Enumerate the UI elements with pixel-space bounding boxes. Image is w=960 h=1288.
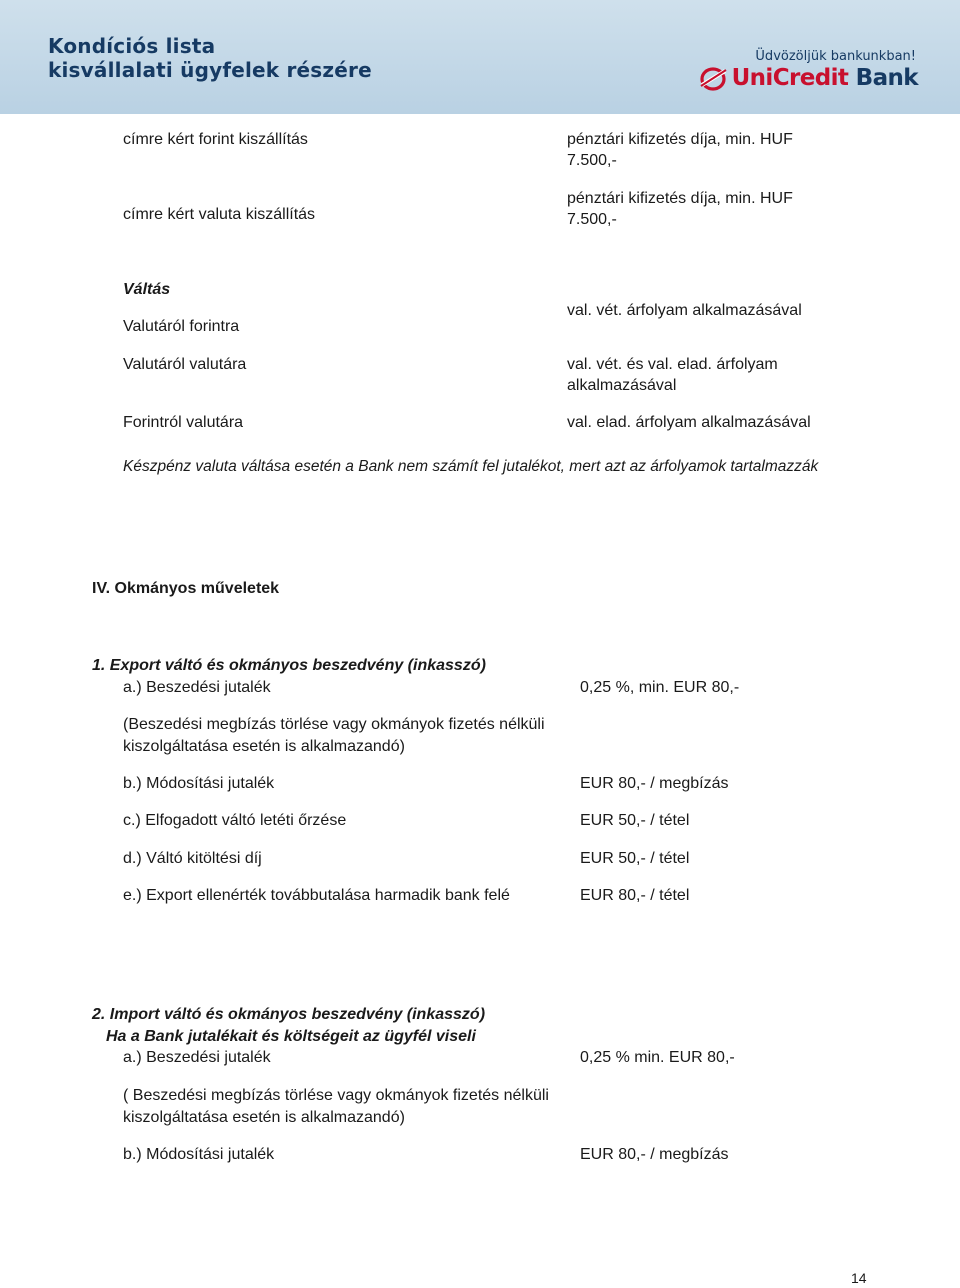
section-iv-title: IV. Okmányos műveletek (92, 580, 280, 597)
exchange-value-forint-valuta: val. elad. árfolyam alkalmazásával (567, 414, 811, 431)
exchange-label-forint-valuta: Forintról valutára (123, 414, 244, 431)
export-item-a-value: 0,25 %, min. EUR 80,- (580, 679, 740, 696)
forint-delivery-label: címre kért forint kiszállítás (123, 131, 308, 148)
import-item-b-value: EUR 80,- / megbízás (580, 1146, 729, 1163)
export-item-d-label: d.) Váltó kitöltési díj (123, 850, 262, 867)
unicredit-logo (698, 50, 918, 91)
valuta-delivery-fee-line-2: 7.500,- (567, 211, 617, 228)
import-item-b-label: b.) Módosítási jutalék (123, 1146, 275, 1163)
export-item-b-label: b.) Módosítási jutalék (123, 775, 275, 792)
export-item-e-value: EUR 80,- / tétel (580, 887, 690, 904)
page-number: 14 (851, 1270, 867, 1286)
valuta-delivery-label: címre kért valuta kiszállítás (123, 206, 316, 223)
export-note-line-1: (Beszedési megbízás törlése vagy okmányok fizetés nélküli (123, 716, 545, 733)
bank-name: UniCredit Bank (731, 65, 918, 91)
export-item-c-label: c.) Elfogadott váltó letéti őrzése (123, 812, 347, 829)
import-title: 2. Import váltó és okmányos beszedvény (inkasszó) (92, 1006, 486, 1023)
import-item-a-value: 0,25 % min. EUR 80,- (580, 1049, 735, 1066)
export-item-a-label: a.) Beszedési jutalék (123, 679, 271, 696)
exchange-value-valuta-forint: val. vét. árfolyam alkalmazásával (567, 302, 802, 319)
import-subtitle: Ha a Bank jutalékait és költségeit az ügyfél viseli (106, 1028, 476, 1045)
export-note-line-2: kiszolgáltatása esetén is alkalmazandó) (123, 738, 405, 755)
export-item-c-value: EUR 50,- / tétel (580, 812, 690, 829)
unicredit-mark-icon (698, 65, 730, 91)
exchange-label-valuta-valuta: Valutáról valutára (123, 356, 247, 373)
forint-delivery-fee-line-2: 7.500,- (567, 152, 617, 169)
valuta-delivery-fee-line-1: pénztári kifizetés díja, min. HUF (567, 190, 793, 207)
exchange-value-valuta-valuta-line-2: alkalmazásával (567, 377, 677, 394)
title-line-1: Kondíciós lista (48, 34, 216, 58)
export-title: 1. Export váltó és okmányos beszedvény (inkasszó) (92, 657, 486, 674)
import-note-line-2: kiszolgáltatása esetén is alkalmazandó) (123, 1109, 405, 1126)
logo-greeting: Üdvözöljük bankunkban! (755, 49, 916, 64)
export-item-b-value: EUR 80,- / megbízás (580, 775, 729, 792)
exchange-label-valuta-forint: Valutáról forintra (123, 318, 240, 335)
import-note-line-1: ( Beszedési megbízás törlése vagy okmányok fizetés nélküli (123, 1087, 549, 1104)
title-line-2: kisvállalati ügyfelek részére (48, 58, 372, 82)
export-item-d-value: EUR 50,- / tétel (580, 850, 690, 867)
header-band (0, 0, 960, 114)
exchange-value-valuta-valuta-line-1: val. vét. és val. elad. árfolyam (567, 356, 778, 373)
exchange-heading: Váltás (123, 281, 171, 298)
export-item-e-label: e.) Export ellenérték továbbutalása harmadik bank felé (123, 887, 510, 904)
import-item-a-label: a.) Beszedési jutalék (123, 1049, 271, 1066)
forint-delivery-fee-line-1: pénztári kifizetés díja, min. HUF (567, 131, 793, 148)
exchange-note: Készpénz valuta váltása esetén a Bank nem számít fel jutalékot, mert azt az árfolyamok tartalmazzák (123, 458, 819, 475)
document-title (48, 34, 372, 82)
